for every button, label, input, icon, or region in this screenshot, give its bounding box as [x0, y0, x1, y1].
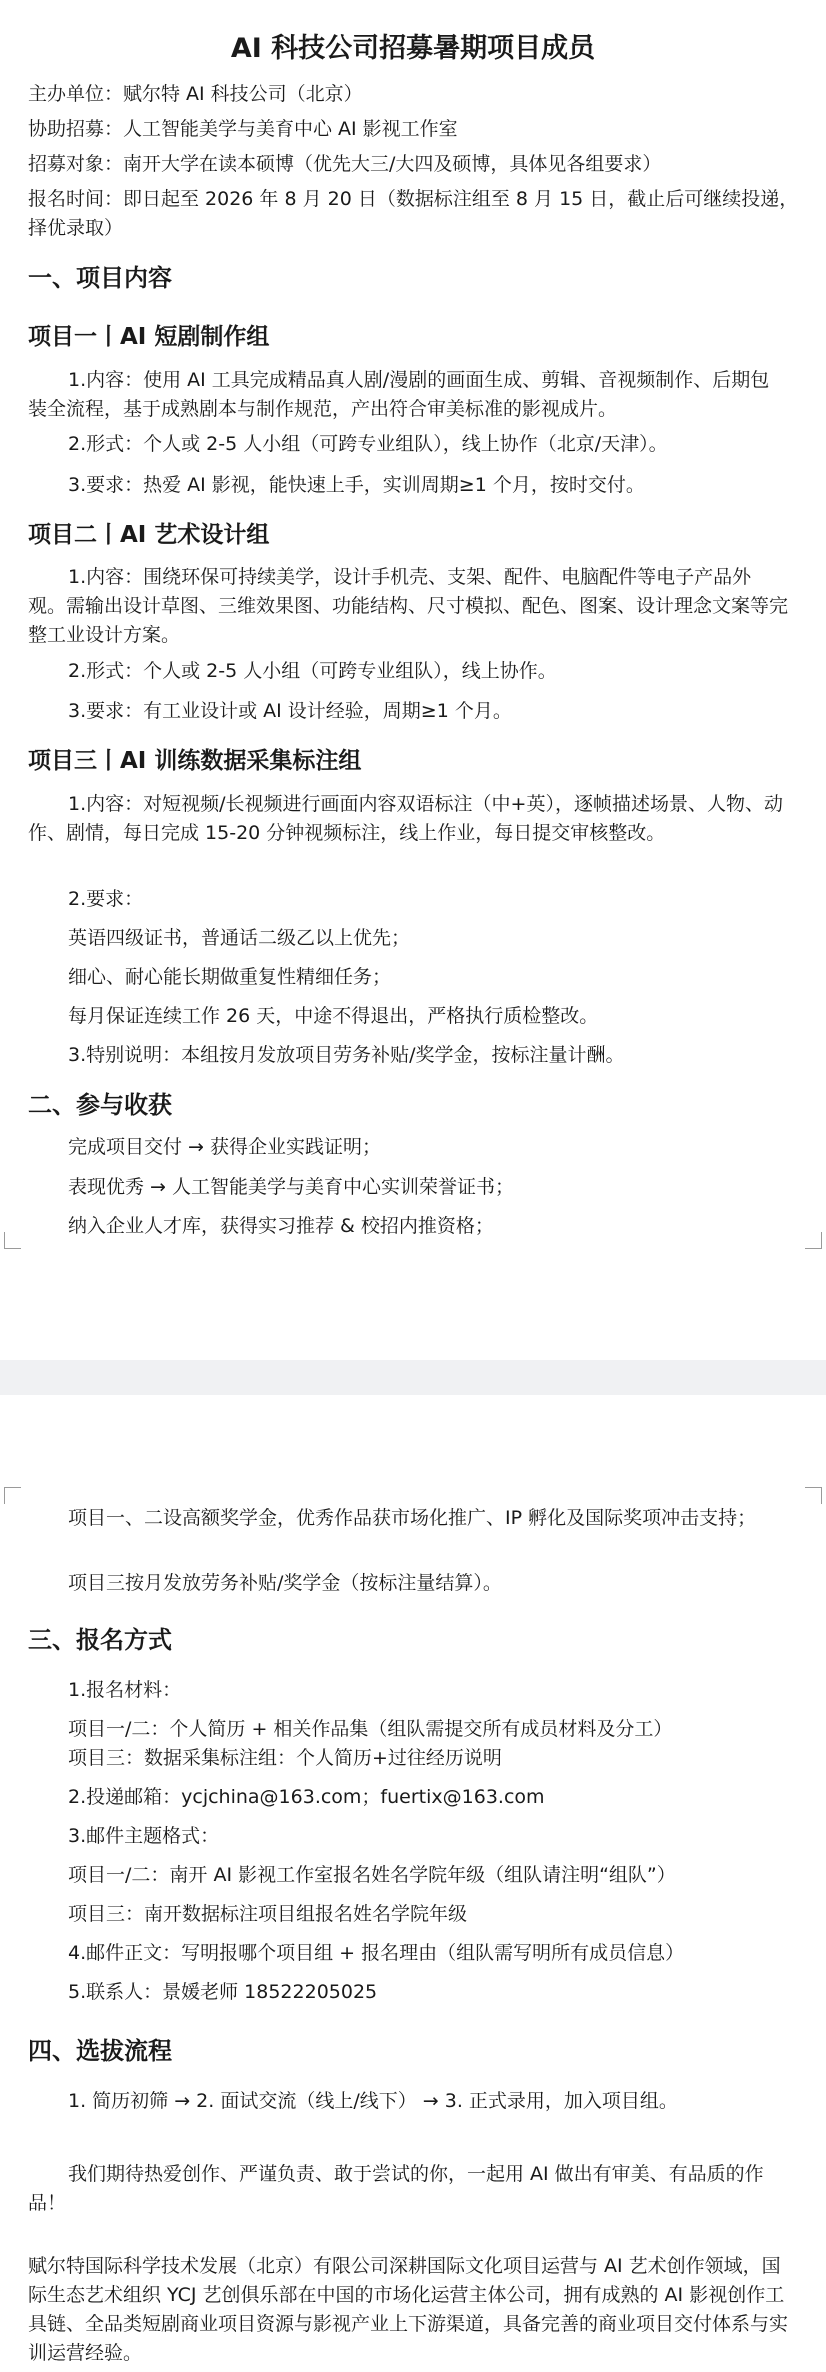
apply-materials-item: 项目一/二：个人简历 + 相关作品集（组队需提交所有成员材料及分工） [68, 1718, 673, 1740]
project1-form: 2.形式：个人或 2-5 人小组（可跨专业组队），线上协作（北京/天津）。 [68, 433, 668, 455]
crop-mark [805, 1487, 822, 1504]
apply-materials-item: 项目三：数据采集标注组：个人简历+过往经历说明 [68, 1747, 502, 1769]
crop-mark [4, 1487, 21, 1504]
deadline-line: 报名时间：即日起至 2026 年 8 月 20 日（数据标注组至 8 月 15 日，截止后可继续投递，择优录取） [28, 188, 799, 239]
project1-heading: 项目一丨AI 短剧制作组 [28, 324, 270, 350]
target-line: 招募对象：南开大学在读本硕博（优先大三/大四及硕博，具体见各组要求） [28, 153, 662, 175]
apply-contact: 5.联系人：景媛老师 18522205025 [68, 1981, 378, 2003]
page-gap [0, 1360, 826, 1395]
project1-content: 1.内容：使用 AI 工具完成精品真人剧/漫剧的画面生成、剪辑、音视频制作、后期包装全流程，基于成熟剧本与制作规范，产出符合审美标准的影视成片。 [28, 369, 770, 420]
apply-materials-title: 1.报名材料： [68, 1679, 182, 1701]
project3-requirement-item: 英语四级证书，普通话二级乙以上优先； [68, 927, 411, 949]
crop-mark [4, 1232, 21, 1249]
project3-requirement-item: 每月保证连续工作 26 天，中途不得退出，严格执行质检整改。 [68, 1005, 599, 1027]
project3-content: 1.内容：对短视频/长视频进行画面内容双语标注（中+英），逐帧描述场景、人物、动作、剧情，每日完成 15-20 分钟视频标注，线上作业，每日提交审核整改。 [28, 793, 783, 844]
co-host-line: 协助招募：人工智能美学与美育中心 AI 影视工作室 [28, 118, 458, 140]
closing-text: 我们期待热爱创作、严谨负责、敢于尝试的你，一起用 AI 做出有审美、有品质的作品！ [28, 2163, 764, 2214]
company-about: 赋尔特国际科学技术发展（北京）有限公司深耕国际文化项目运营与 AI 艺术创作领域，国际生态艺术组织 YCJ 艺创俱乐部在中国的市场化运营主体公司，拥有成熟的 AI 影视创作工具链、全品类短剧商业项目资源与影视产业上下游渠道，具备完善的商业项目交付体系与实训运营经验。 [28, 2255, 789, 2364]
apply-email-body: 4.邮件正文：写明报哪个项目组 + 报名理由（组队需写明所有成员信息） [68, 1942, 685, 1964]
section-heading-apply: 三、报名方式 [28, 1626, 172, 1654]
benefit-item: 完成项目交付 → 获得企业实践证明； [68, 1136, 381, 1158]
host-line: 主办单位：赋尔特 AI 科技公司（北京） [28, 83, 363, 105]
crop-mark [805, 1232, 822, 1249]
project2-content: 1.内容：围绕环保可持续美学，设计手机壳、支架、配件、电脑配件等电子产品外观。需输出设计草图、三维效果图、功能结构、尺寸模拟、配色、图案、设计理念文案等完整工业设计方案。 [28, 566, 789, 646]
benefit-item: 表现优秀 → 人工智能美学与美育中心实训荣誉证书； [68, 1176, 515, 1198]
section-heading-selection: 四、选拔流程 [28, 2037, 172, 2065]
selection-flow: 1. 简历初筛 → 2. 面试交流（线上/线下） → 3. 正式录用，加入项目组。 [68, 2090, 678, 2112]
section-heading-projects: 一、项目内容 [28, 264, 172, 292]
section-heading-benefits: 二、参与收获 [28, 1091, 172, 1119]
apply-subject-item: 项目一/二：南开 AI 影视工作室报名姓名学院年级（组队请注明“组队”） [68, 1864, 676, 1886]
apply-email[interactable]: 2.投递邮箱：ycjchina@163.com；fuertix@163.com [68, 1786, 545, 1808]
project3-requirement-title: 2.要求： [68, 888, 144, 910]
apply-subject-title: 3.邮件主题格式： [68, 1825, 220, 1847]
project2-form: 2.形式：个人或 2-5 人小组（可跨专业组队），线上协作。 [68, 660, 557, 682]
benefit-item: 项目三按月发放劳务补贴/奖学金（按标注量结算）。 [68, 1572, 502, 1594]
project3-special-note: 3.特别说明：本组按月发放项目劳务补贴/奖学金，按标注量计酬。 [68, 1044, 625, 1066]
apply-subject-item: 项目三：南开数据标注项目组报名姓名学院年级 [68, 1903, 468, 1925]
project1-requirement: 3.要求：热爱 AI 影视，能快速上手，实训周期≥1 个月，按时交付。 [68, 474, 645, 496]
project3-requirement-item: 细心、耐心能长期做重复性精细任务； [68, 966, 392, 988]
document-title: AI 科技公司招募暑期项目成员 [230, 33, 596, 64]
project2-requirement: 3.要求：有工业设计或 AI 设计经验，周期≥1 个月。 [68, 700, 512, 722]
benefit-item: 项目一、二设高额奖学金，优秀作品获市场化推广、IP 孵化及国际奖项冲击支持； [68, 1507, 757, 1529]
project3-heading: 项目三丨AI 训练数据采集标注组 [28, 748, 362, 774]
document-page-2 [0, 1395, 826, 2372]
project2-heading: 项目二丨AI 艺术设计组 [28, 522, 270, 548]
benefit-item: 纳入企业人才库，获得实习推荐 & 校招内推资格； [68, 1215, 494, 1237]
